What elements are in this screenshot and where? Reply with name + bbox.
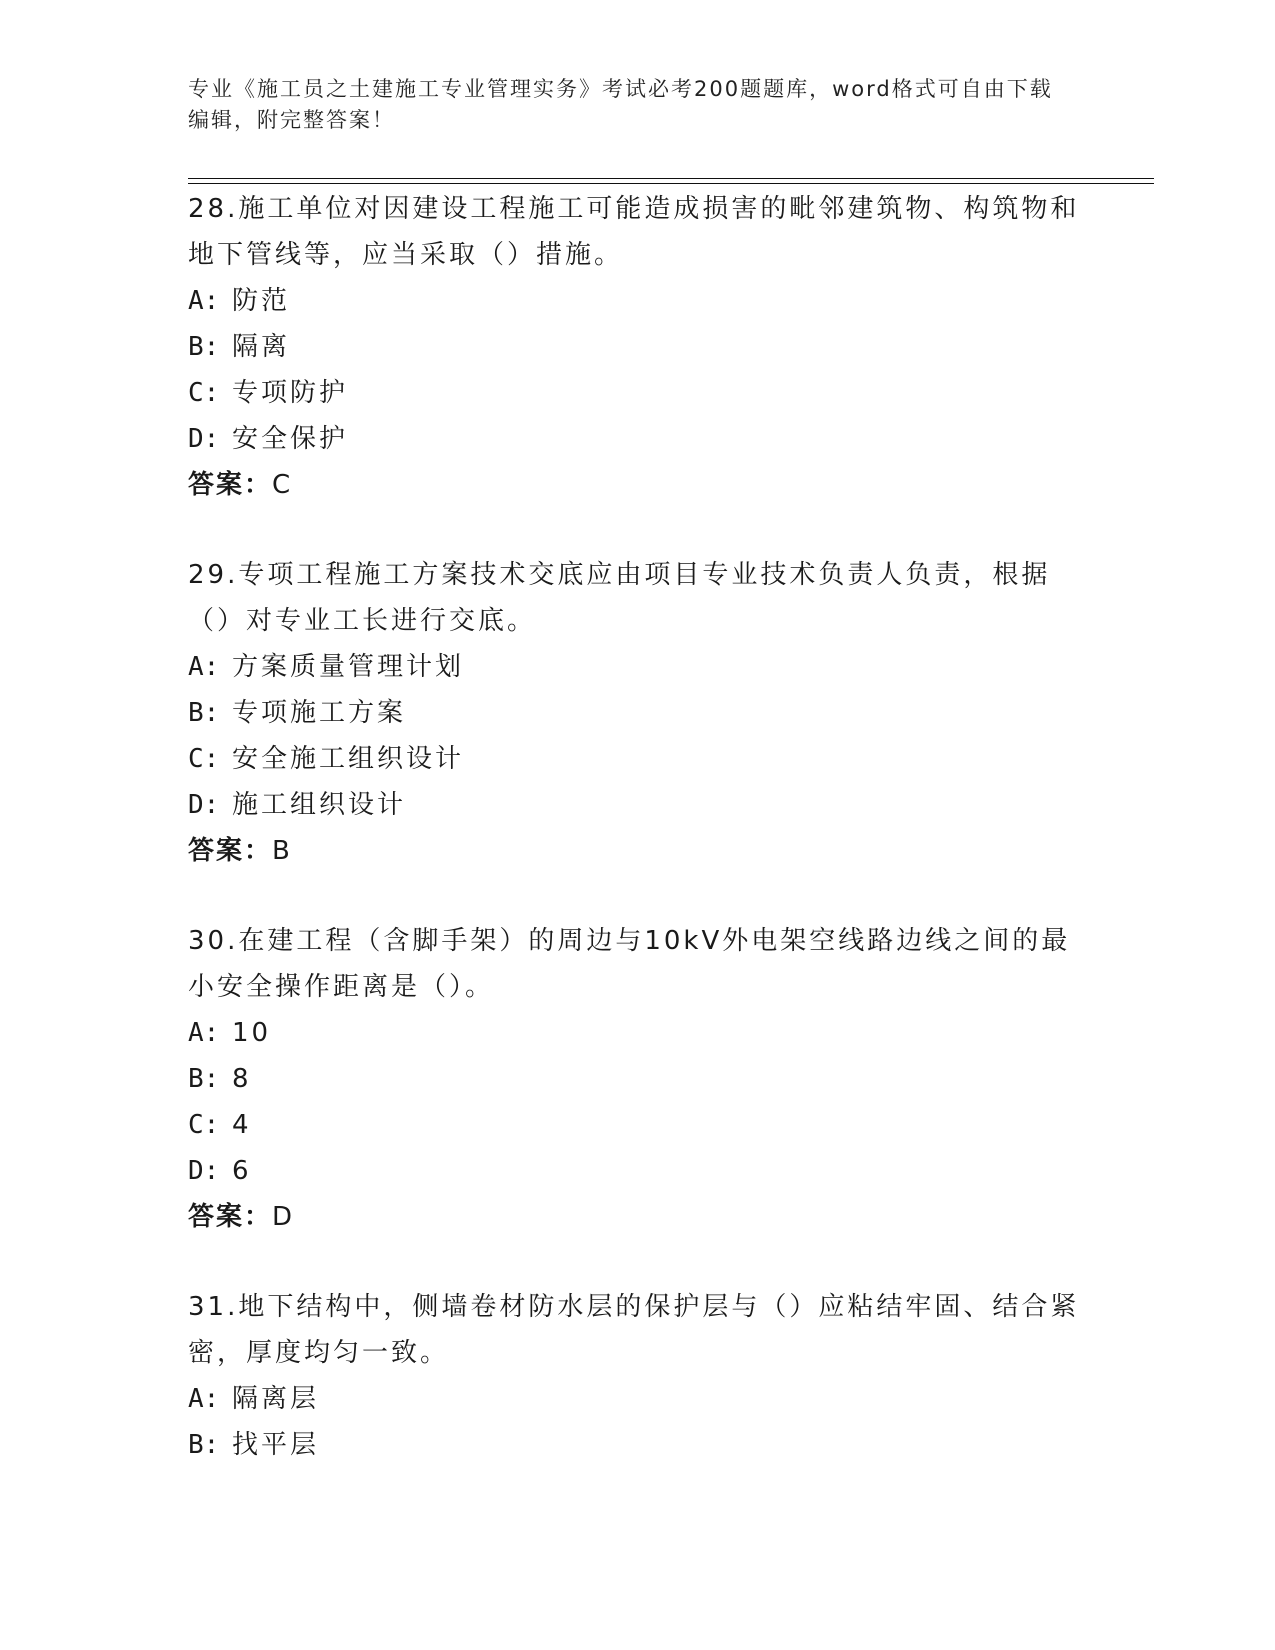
option-letter: C: xyxy=(188,378,220,408)
option-text: 专项防护 xyxy=(232,378,349,408)
option-text: 安全施工组织设计 xyxy=(232,744,465,774)
option-letter: B: xyxy=(188,1430,220,1460)
option-a xyxy=(188,1376,1088,1422)
option-text: 安全保护 xyxy=(232,424,349,454)
option-text: 8 xyxy=(232,1064,252,1094)
answer-value: B xyxy=(272,836,290,866)
option-d xyxy=(188,782,1088,828)
question-31 xyxy=(188,1284,1088,1468)
option-letter: B: xyxy=(188,1064,220,1094)
option-text: 隔离层 xyxy=(232,1384,320,1414)
option-letter: B: xyxy=(188,698,220,728)
option-letter: A: xyxy=(188,1018,220,1048)
option-text: 4 xyxy=(232,1110,252,1140)
question-stem: 31.地下结构中，侧墙卷材防水层的保护层与（）应粘结牢固、结合紧密，厚度均匀一致。 xyxy=(188,1292,1080,1368)
option-c xyxy=(188,370,1088,416)
option-a xyxy=(188,644,1088,690)
option-b xyxy=(188,324,1088,370)
option-text: 10 xyxy=(232,1018,272,1048)
option-letter: D: xyxy=(188,424,220,454)
question-stem: 29.专项工程施工方案技术交底应由项目专业技术负责人负责，根据（）对专业工长进行交底。 xyxy=(188,560,1051,636)
answer-label: 答案： xyxy=(188,470,273,500)
option-letter: D: xyxy=(188,790,220,820)
option-a xyxy=(188,1010,1088,1056)
option-letter: C: xyxy=(188,744,220,774)
option-letter: A: xyxy=(188,286,220,316)
answer-line xyxy=(188,462,1088,508)
document-header: 专业《施工员之土建施工专业管理实务》考试必考200题题库，word格式可自由下载编辑，附完整答案！ xyxy=(188,77,1053,132)
answer-label: 答案： xyxy=(188,1202,273,1232)
option-text: 施工组织设计 xyxy=(232,790,407,820)
answer-line xyxy=(188,828,1088,874)
option-letter: A: xyxy=(188,652,220,682)
option-a xyxy=(188,278,1088,324)
option-letter: C: xyxy=(188,1110,220,1140)
header-rule-bottom xyxy=(188,183,1154,184)
option-c xyxy=(188,736,1088,782)
answer-value: D xyxy=(272,1202,293,1232)
answer-label: 答案： xyxy=(188,836,273,866)
question-list xyxy=(188,186,1088,1512)
option-text: 方案质量管理计划 xyxy=(232,652,465,682)
answer-value: C xyxy=(272,470,291,500)
option-b xyxy=(188,1056,1088,1102)
question-stem: 30.在建工程（含脚手架）的周边与10kV外电架空线路边线之间的最小安全操作距离是（）。 xyxy=(188,926,1071,1002)
option-letter: D: xyxy=(188,1156,220,1186)
question-stem: 28.施工单位对因建设工程施工可能造成损害的毗邻建筑物、构筑物和地下管线等，应当采取（）措施。 xyxy=(188,194,1080,270)
option-text: 防范 xyxy=(232,286,291,316)
option-d xyxy=(188,416,1088,462)
option-text: 隔离 xyxy=(232,332,291,362)
answer-line xyxy=(188,1194,1088,1240)
option-letter: B: xyxy=(188,332,220,362)
option-text: 6 xyxy=(232,1156,252,1186)
option-d xyxy=(188,1148,1088,1194)
option-text: 专项施工方案 xyxy=(232,698,407,728)
option-b xyxy=(188,1422,1088,1468)
question-29 xyxy=(188,552,1088,874)
option-letter: A: xyxy=(188,1384,220,1414)
option-b xyxy=(188,690,1088,736)
header-rule-top xyxy=(188,178,1154,179)
question-28 xyxy=(188,186,1088,508)
option-text: 找平层 xyxy=(232,1430,320,1460)
question-30 xyxy=(188,918,1088,1240)
option-c xyxy=(188,1102,1088,1148)
